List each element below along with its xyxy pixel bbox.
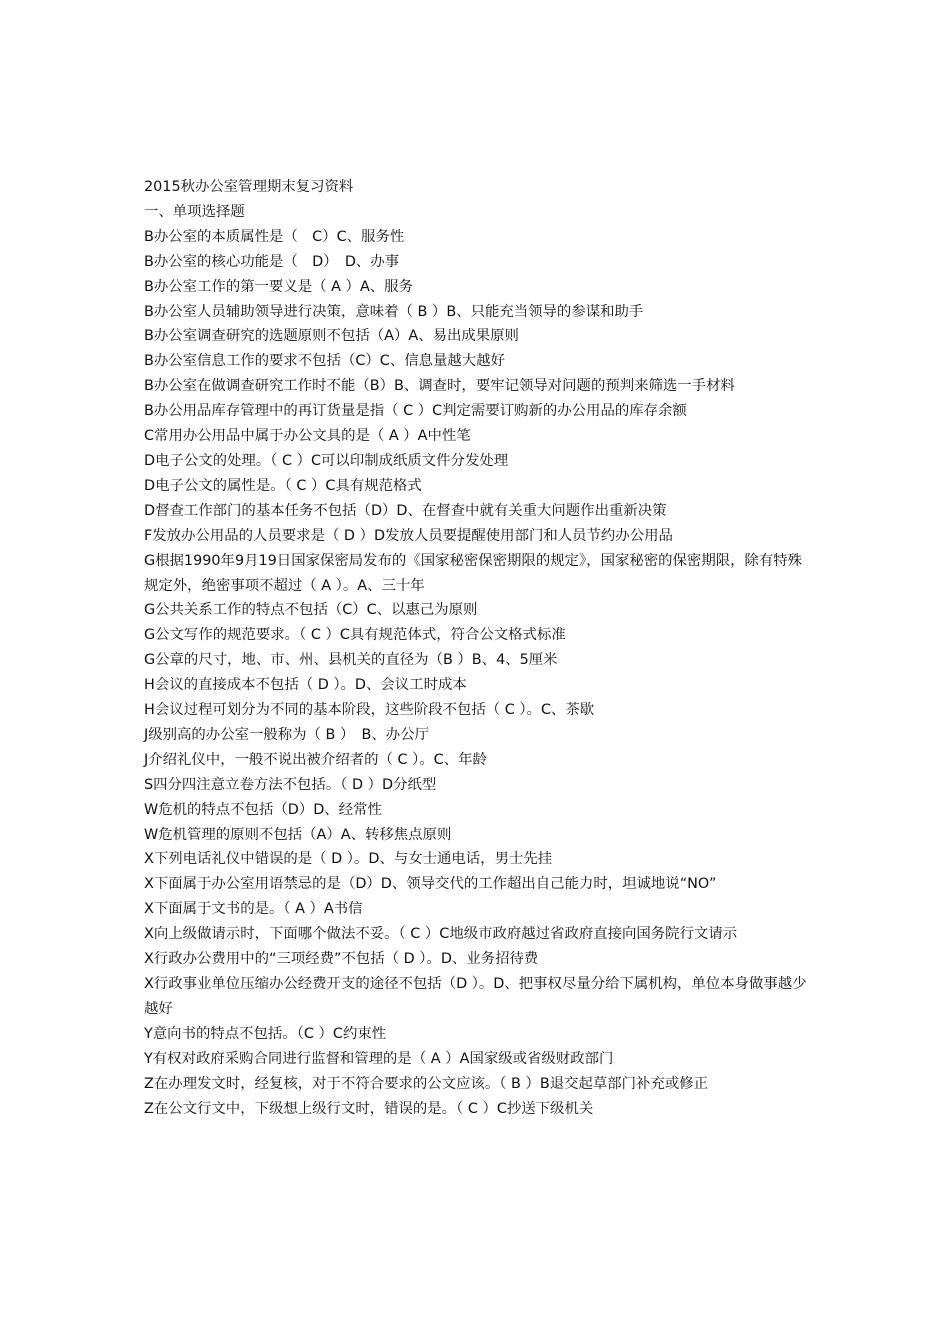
question-item: X向上级做请示时，下面哪个做法不妥。（ C ）C地级市政府越过省政府直接向国务院行文请示 [144, 926, 738, 943]
question-item: X行政事业单位压缩办公经费开支的途径不包括（D ）。D、把事权尽量分给下属机构，单位本身做事越少越好 [144, 976, 807, 1017]
question-item: J级别高的办公室一般称为（ B ） B、办公厅 [144, 726, 429, 743]
question-item: F发放办公用品的人员要求是（ D ）D发放人员要提醒使用部门和人员节约办公用品 [144, 527, 673, 544]
question-item: B办公室信息工作的要求不包括（C）C、信息量越大越好 [144, 353, 505, 370]
question-item: B办公室在做调查研究工作时不能（B）B、调查时，要牢记领导对问题的预判来筛选一手材料 [144, 378, 735, 395]
question-item: D督查工作部门的基本任务不包括（D）D、在督查中就有关重大问题作出重新决策 [144, 502, 667, 519]
question-item: Z在公文行文中，下级想上级行文时，错误的是。（ C ）C抄送下级机关 [144, 1100, 594, 1117]
question-item: D电子公文的属性是。（ C ）C具有规范格式 [144, 477, 422, 494]
question-item: G公文写作的规范要求。（ C ）C具有规范体式，符合公文格式标准 [144, 627, 566, 644]
question-item: X下面属于文书的是。（ A ）A书信 [144, 901, 363, 918]
document-body [144, 175, 814, 1121]
question-item: W危机的特点不包括（D）D、经常性 [144, 801, 382, 818]
question-item: B办公用品库存管理中的再订货量是指（ C ）C判定需要订购新的办公用品的库存余额 [144, 403, 687, 420]
question-item: B办公室工作的第一要义是（ A ）A、服务 [144, 278, 413, 295]
question-item: B办公室的核心功能是（ D） D、办事 [144, 253, 400, 270]
question-item: G公章的尺寸，地、市、州、县机关的直径为（B ）B、4、5厘米 [144, 652, 558, 669]
question-item: Y意向书的特点不包括。（C ）C约束性 [144, 1025, 387, 1042]
question-item: X行政办公费用中的“三项经费”不包括（ D ）。D、业务招待费 [144, 951, 539, 968]
question-item: G根据1990年9月19日国家保密局发布的《国家秘密保密期限的规定》，国家秘密的保密期限，除有特殊规定外，绝密事项不超过（ A ）。A、三十年 [144, 552, 803, 594]
question-item: X下列电话礼仪中错误的是（ D ）。D、与女士通电话，男士先挂 [144, 851, 553, 868]
question-item: X下面属于办公室用语禁忌的是（D）D、领导交代的工作超出自己能力时，坦诚地说“NO” [144, 876, 717, 893]
question-item: H会议过程可划分为不同的基本阶段，这些阶段不包括（ C ）。C、茶歇 [144, 702, 595, 719]
question-item: Z在办理发文时，经复核，对于不符合要求的公文应该。（ B ）B退交起草部门补充或修正 [144, 1075, 709, 1092]
question-item: G公共关系工作的特点不包括（C）C、以惠己为原则 [144, 602, 478, 619]
question-item: Y有权对政府采购合同进行监督和管理的是（ A ）A国家级或省级财政部门 [144, 1050, 614, 1067]
section-heading: 一、单项选择题 [144, 203, 245, 220]
question-item: J介绍礼仪中，一般不说出被介绍者的（ C ）。C、年龄 [144, 751, 487, 768]
question-item: B办公室的本质属性是（ C）C、服务性 [144, 228, 405, 245]
question-item: S四分四注意立卷方法不包括。（ D ）D分纸型 [144, 776, 437, 793]
document-title: 2015秋办公室管理期末复习资料 [144, 179, 354, 195]
question-item: D电子公文的处理。（ C ）C可以印制成纸质文件分发处理 [144, 452, 509, 469]
question-item: H会议的直接成本不包括（ D ）。D、会议工时成本 [144, 677, 467, 694]
question-item: C常用办公用品中属于办公文具的是（ A ）A中性笔 [144, 428, 471, 445]
question-item: B办公室调查研究的选题原则不包括（A）A、易出成果原则 [144, 328, 519, 345]
question-item: B办公室人员辅助领导进行决策，意味着（ B ）B、只能充当领导的参谋和助手 [144, 303, 644, 320]
question-item: W危机管理的原则不包括（A）A、转移焦点原则 [144, 826, 452, 843]
